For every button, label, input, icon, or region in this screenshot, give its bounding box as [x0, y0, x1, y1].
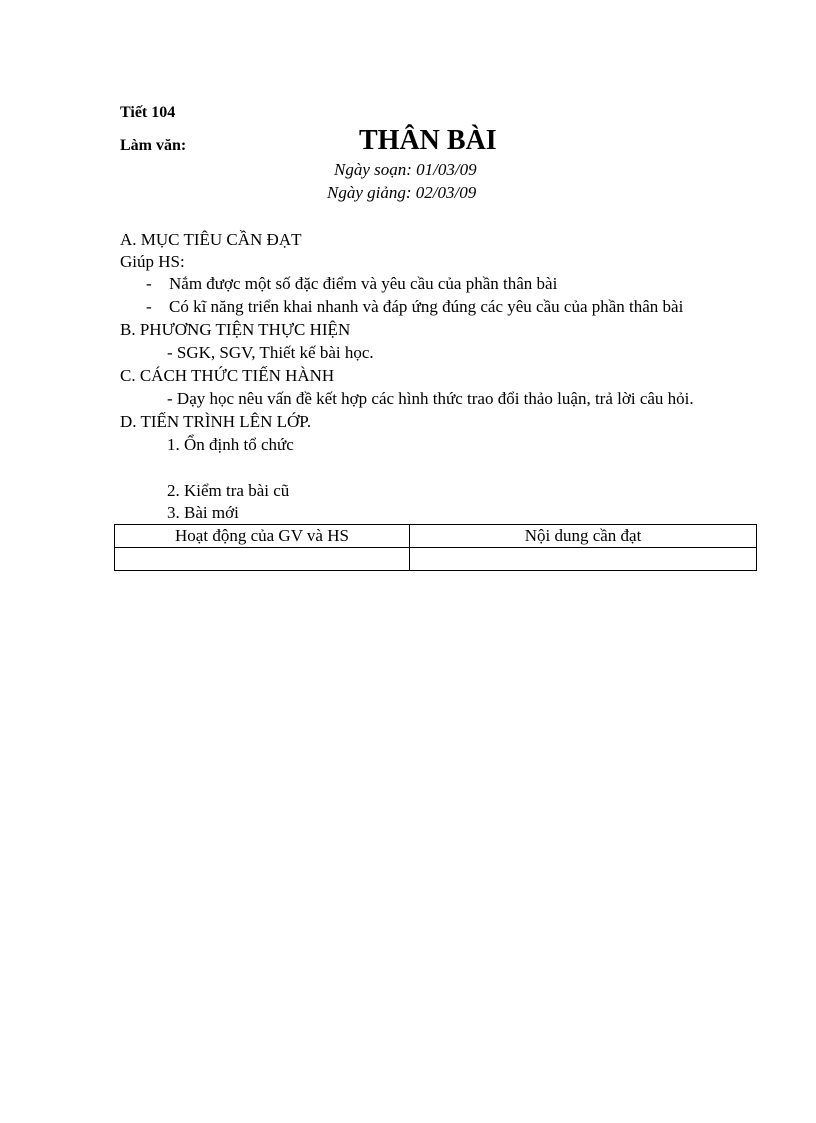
genre-label: Làm văn:	[120, 137, 187, 154]
section-b-heading: B. PHƯƠNG TIỆN THỰC HIỆN	[120, 320, 351, 339]
bullet-dash: -	[146, 297, 152, 316]
table-cell	[115, 548, 410, 571]
section-c-heading: C. CÁCH THỨC TIẾN HÀNH	[120, 366, 335, 385]
objective-text: Có kĩ năng triển khai nhanh và đáp ứng đúng các yêu cầu của phần thân bài	[169, 297, 684, 316]
section-a-heading: A. MỤC TIÊU CẦN ĐẠT	[120, 230, 302, 249]
section-c-item: - Dạy học nêu vấn đề kết hợp các hình thức trao đổi thảo luận, trả lời câu hỏi.	[167, 389, 694, 408]
step-item: 2. Kiểm tra bài cũ	[167, 481, 290, 500]
step-item: 3. Bài mới	[167, 503, 239, 522]
lesson-number: Tiết 104	[120, 104, 176, 121]
section-d-heading: D. TIẾN TRÌNH LÊN LỚP.	[120, 412, 312, 431]
document-title: THÂN BÀI	[359, 125, 497, 156]
table-row	[115, 548, 757, 571]
table-cell	[410, 548, 757, 571]
step-item: 1. Ổn định tổ chức	[167, 435, 294, 454]
table-header-activities: Hoạt động của GV và HS	[115, 525, 410, 548]
lesson-activity-table	[114, 524, 757, 571]
teaching-date: Ngày giảng: 02/03/09	[327, 183, 477, 202]
preparation-date: Ngày soạn: 01/03/09	[334, 160, 477, 179]
section-a-intro: Giúp HS:	[120, 252, 185, 271]
objective-text: Nắm được một số đặc điểm và yêu cầu của phần thân bài	[169, 274, 558, 293]
table-header-content: Nội dung cần đạt	[410, 525, 757, 548]
section-b-item: - SGK, SGV, Thiết kế bài học.	[167, 343, 374, 362]
table-header-row	[115, 525, 757, 548]
bullet-dash: -	[146, 274, 152, 293]
